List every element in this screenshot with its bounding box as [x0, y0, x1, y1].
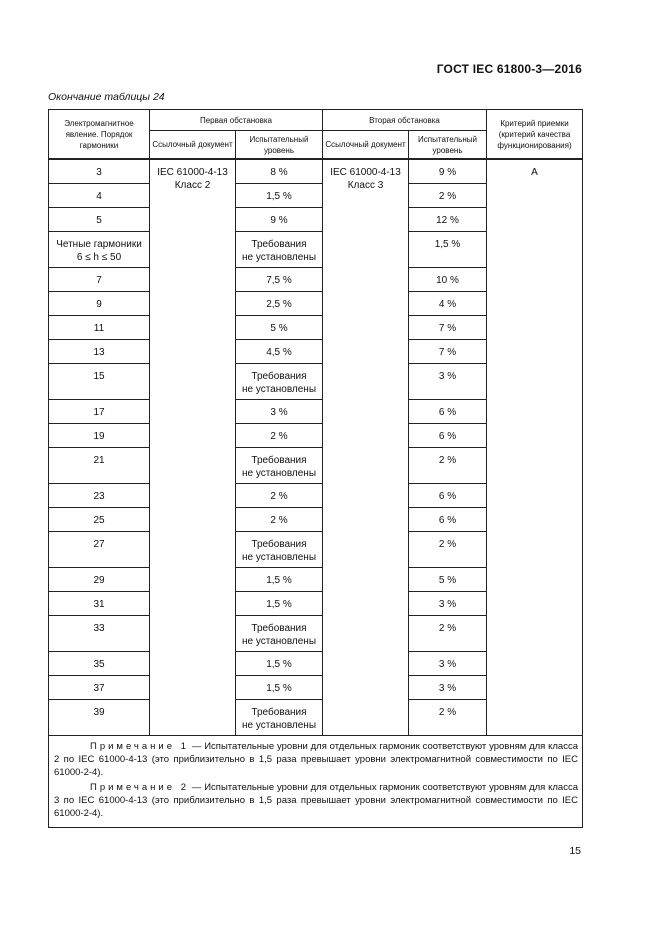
- first-env-level-cell: 1,5 %: [236, 183, 323, 207]
- harmonic-order-cell: 3: [49, 159, 150, 183]
- second-env-level-cell: 6 %: [409, 483, 487, 507]
- header-ref-doc-1: Ссылочный документ: [150, 131, 236, 160]
- harmonic-order-cell: 9: [49, 291, 150, 315]
- harmonic-order-cell: 15: [49, 363, 150, 399]
- first-env-level-cell: 1,5 %: [236, 675, 323, 699]
- first-env-level-cell: 1,5 %: [236, 591, 323, 615]
- header-phenomenon: Электромагнитное явление. Порядок гармоники: [49, 110, 150, 160]
- harmonic-order-cell: 25: [49, 507, 150, 531]
- second-env-level-cell: 2 %: [409, 615, 487, 651]
- first-env-level-cell: Требования не установлены: [236, 699, 323, 735]
- note-text: — Испытательные уровни для отдельных гармоник соответствуют уровням для класса 3 по IEC 61000-4-13 (это приблизительно в 1,5 раза превышает уровни электромагнитной совместимости по IEC 61000-2-4).: [54, 781, 579, 819]
- header-test-level-1: Испытательный уровень: [236, 131, 323, 160]
- harmonic-order-cell: 21: [49, 447, 150, 483]
- first-env-level-cell: 7,5 %: [236, 267, 323, 291]
- first-env-level-cell: Требования не установлены: [236, 231, 323, 267]
- page-number: 15: [569, 845, 581, 857]
- harmonic-order-cell: 39: [49, 699, 150, 735]
- acceptance-criterion-cell: A: [487, 159, 583, 735]
- second-env-level-cell: 5 %: [409, 567, 487, 591]
- first-env-level-cell: 4,5 %: [236, 339, 323, 363]
- note-text: — Испытательные уровни для отдельных гармоник соответствуют уровням для класса 2 по IEC 61000-4-13 (это приблизительно в 1,5 раза превышает уровни электромагнитной совместимости по IEC 61000-2-4).: [54, 740, 579, 778]
- second-env-level-cell: 6 %: [409, 423, 487, 447]
- first-env-level-cell: Требования не установлены: [236, 447, 323, 483]
- second-env-level-cell: 2 %: [409, 531, 487, 567]
- first-env-level-cell: Требования не установлены: [236, 615, 323, 651]
- second-env-level-cell: 12 %: [409, 207, 487, 231]
- header-first-environment: Первая обстановка: [150, 110, 323, 131]
- header-ref-doc-2: Ссылочный документ: [323, 131, 409, 160]
- table-row: [49, 159, 583, 183]
- document-code: ГОСТ IEC 61800-3—2016: [436, 62, 582, 76]
- second-env-level-cell: 6 %: [409, 399, 487, 423]
- harmonic-order-cell: 13: [49, 339, 150, 363]
- table-note: [54, 781, 578, 820]
- harmonic-order-cell: 37: [49, 675, 150, 699]
- harmonic-order-cell: 27: [49, 531, 150, 567]
- harmonic-order-cell: 7: [49, 267, 150, 291]
- second-env-level-cell: 7 %: [409, 339, 487, 363]
- second-env-level-cell: 9 %: [409, 159, 487, 183]
- second-env-level-cell: 3 %: [409, 591, 487, 615]
- first-env-level-cell: 5 %: [236, 315, 323, 339]
- second-env-level-cell: 6 %: [409, 507, 487, 531]
- first-env-level-cell: 2 %: [236, 483, 323, 507]
- header-second-environment: Вторая обстановка: [323, 110, 487, 131]
- notes-row: [49, 735, 583, 827]
- harmonic-order-cell: 35: [49, 651, 150, 675]
- table-note: [54, 740, 578, 779]
- harmonic-order-cell: 19: [49, 423, 150, 447]
- second-env-level-cell: 1,5 %: [409, 231, 487, 267]
- second-env-level-cell: 3 %: [409, 363, 487, 399]
- harmonic-order-cell: 17: [49, 399, 150, 423]
- second-env-level-cell: 3 %: [409, 651, 487, 675]
- harmonic-order-cell: 31: [49, 591, 150, 615]
- first-env-level-cell: 9 %: [236, 207, 323, 231]
- harmonic-order-cell: 4: [49, 183, 150, 207]
- harmonic-order-cell: 33: [49, 615, 150, 651]
- first-env-level-cell: 1,5 %: [236, 567, 323, 591]
- table-caption: Окончание таблицы 24: [48, 91, 165, 103]
- harmonic-order-cell: 11: [49, 315, 150, 339]
- first-env-level-cell: 2,5 %: [236, 291, 323, 315]
- note-label: Примечание 2: [90, 781, 190, 793]
- header-test-level-2: Испытательный уровень: [409, 131, 487, 160]
- harmonics-table: [48, 109, 583, 828]
- second-env-level-cell: 3 %: [409, 675, 487, 699]
- first-env-level-cell: 8 %: [236, 159, 323, 183]
- note-label: Примечание 1: [90, 740, 190, 752]
- second-env-ref-doc: IEC 61000-4-13 Класс 3: [323, 159, 409, 735]
- second-env-level-cell: 2 %: [409, 447, 487, 483]
- first-env-level-cell: Требования не установлены: [236, 363, 323, 399]
- first-env-level-cell: Требования не установлены: [236, 531, 323, 567]
- second-env-level-cell: 2 %: [409, 183, 487, 207]
- harmonic-order-cell: Четные гармоники 6 ≤ h ≤ 50: [49, 231, 150, 267]
- second-env-level-cell: 10 %: [409, 267, 487, 291]
- harmonic-order-cell: 23: [49, 483, 150, 507]
- first-env-level-cell: 1,5 %: [236, 651, 323, 675]
- table-notes: [49, 735, 583, 827]
- second-env-level-cell: 7 %: [409, 315, 487, 339]
- first-env-ref-doc: IEC 61000-4-13 Класс 2: [150, 159, 236, 735]
- harmonic-order-cell: 29: [49, 567, 150, 591]
- second-env-level-cell: 4 %: [409, 291, 487, 315]
- harmonic-order-cell: 5: [49, 207, 150, 231]
- first-env-level-cell: 2 %: [236, 507, 323, 531]
- first-env-level-cell: 3 %: [236, 399, 323, 423]
- second-env-level-cell: 2 %: [409, 699, 487, 735]
- first-env-level-cell: 2 %: [236, 423, 323, 447]
- header-criterion: Критерий приемки (критерий качества функционирования): [487, 110, 583, 160]
